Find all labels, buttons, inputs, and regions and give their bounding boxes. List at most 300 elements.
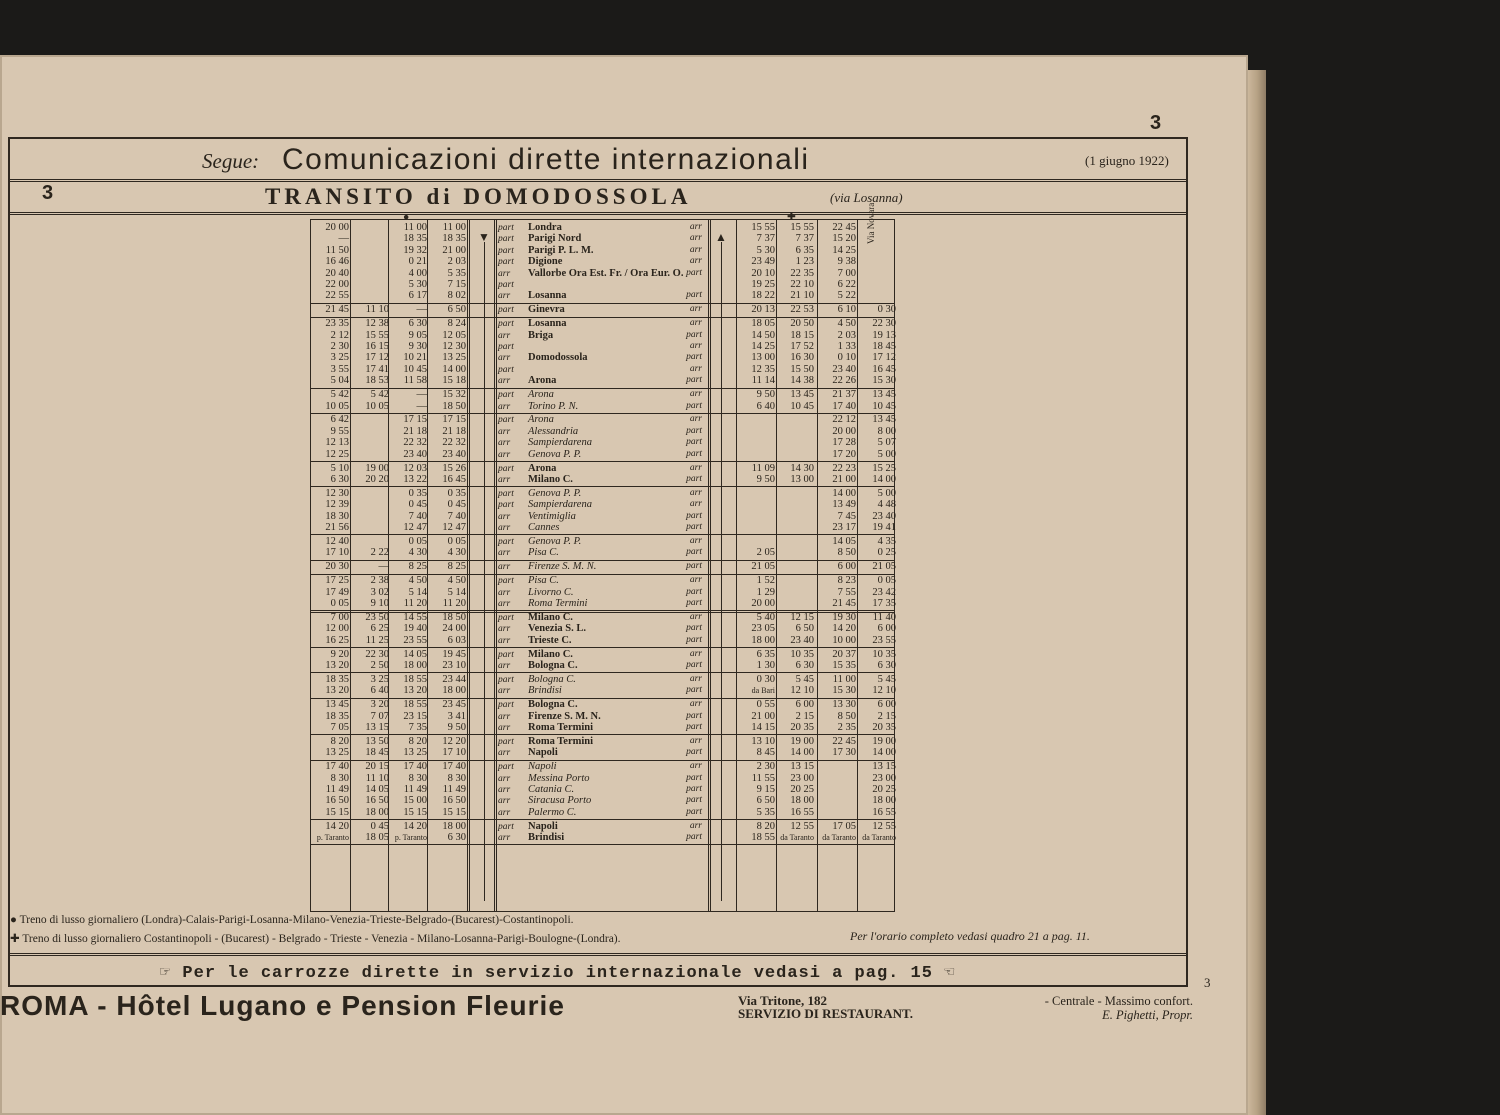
station-row: [498, 747, 708, 759]
time-cell: 16 45: [442, 473, 466, 485]
page-number: 3: [1150, 112, 1162, 134]
time-cell: 23 35: [325, 318, 349, 330]
dir-label: arr: [689, 414, 702, 425]
time-cell: 0 05: [877, 575, 896, 587]
time-cell: 14 05: [365, 783, 389, 795]
time-cell: 15 25: [872, 462, 896, 474]
time-cell: 5 04: [330, 375, 349, 387]
station-name: Pisa C.: [528, 575, 559, 587]
time-cell: 12 47: [442, 522, 466, 533]
time-cell: 20 25: [790, 783, 814, 795]
time-cell: 2 03: [447, 256, 466, 268]
time-cell: 2 15: [795, 710, 814, 722]
time-cell: 6 40: [370, 685, 389, 697]
time-cell: 7 45: [837, 510, 856, 522]
time-cell: 4 30: [447, 547, 466, 559]
legend-text-2: Treno di lusso giornaliero Costantinopoli - (Bucarest) - Belgrado - Trieste - Venezia - Milano-Losanna-Parigi-Boulogne-(Londra).: [22, 933, 621, 945]
time-cell: 9 50: [756, 389, 775, 401]
station-name: Firenze S. M. N.: [528, 710, 601, 722]
time-cell: 5 42: [370, 389, 389, 401]
time-cell: 5 30: [756, 244, 775, 256]
dir-label: part: [498, 234, 514, 245]
station-name: Arona: [528, 375, 557, 387]
time-cell: 4 50: [837, 318, 856, 330]
time-cell: 6 40: [756, 400, 775, 412]
station-name: Siracusa Porto: [528, 795, 592, 807]
time-cell: 0 35: [447, 487, 466, 499]
time-cell: 14 15: [751, 721, 775, 733]
time-cell: 6 00: [837, 561, 856, 573]
time-cell: 5 07: [877, 437, 896, 449]
time-cell: 14 00: [832, 487, 856, 499]
time-cell: 20 50: [790, 318, 814, 330]
time-cell: 5 45: [877, 673, 896, 685]
dir-label: part: [498, 305, 514, 316]
time-cell: 5 35: [756, 806, 775, 818]
station-name: Arona: [528, 414, 554, 426]
time-cell: 18 53: [365, 375, 389, 387]
time-cell: 11 25: [365, 634, 389, 646]
time-cell: 20 35: [790, 721, 814, 733]
time-cell: 13 25: [403, 747, 427, 759]
station-name: Bologna C.: [528, 659, 578, 671]
hotel-ad-name: ROMA - Hôtel Lugano e Pension Fleurie: [0, 990, 565, 1021]
station-name: Firenze S. M. N.: [528, 561, 597, 573]
station-name: Milano C.: [528, 473, 573, 485]
dir-label: arr: [498, 722, 511, 733]
segue-date: (1 giugno 1922): [1085, 153, 1169, 168]
time-cell: 22 30: [872, 318, 896, 330]
time-cell: 21 56: [325, 522, 349, 533]
time-cell: 17 40: [442, 761, 466, 773]
time-cell: 21 05: [872, 561, 896, 573]
time-cell: 5 14: [447, 586, 466, 598]
time-cell: 0 45: [408, 499, 427, 511]
time-cell: 11 58: [403, 375, 427, 387]
lux-dot-icon: ●: [10, 914, 17, 926]
legend-note: Per l'orario completo vedasi quadro 21 a pag. 11.: [850, 929, 1090, 943]
title-rule: [10, 212, 1186, 215]
time-cell: 3 25: [370, 673, 389, 685]
time-cell: 14 38: [790, 375, 814, 387]
time-cell: 18 35: [325, 673, 349, 685]
dir-label: arr: [689, 735, 702, 746]
dir-label: part: [686, 710, 702, 721]
station-row: [498, 598, 708, 610]
time-cell: 9 55: [330, 425, 349, 437]
station-name: Torino P. N.: [528, 400, 579, 412]
station-row: [498, 660, 708, 672]
time-cell: 18 45: [365, 747, 389, 759]
time-cell: 18 00: [442, 820, 466, 832]
time-cell: 6 30: [795, 659, 814, 671]
time-cell: 8 50: [837, 547, 856, 559]
time-cell: 18 22: [751, 290, 775, 302]
time-cell: 12 25: [325, 448, 349, 460]
hotel-ad-address: [738, 994, 913, 1020]
legend-lux-1: [10, 914, 574, 926]
time-cell: 2 15: [877, 710, 896, 722]
legend-lux-2: [10, 931, 621, 945]
time-cell: 6 30: [330, 473, 349, 485]
time-cell: 13 45: [790, 389, 814, 401]
station-row: [498, 304, 708, 316]
time-cell: 0 55: [756, 699, 775, 711]
time-cell: 7 00: [837, 267, 856, 279]
dir-label: arr: [689, 611, 702, 622]
time-cell: 9 30: [408, 341, 427, 352]
time-cell: 2 30: [756, 761, 775, 773]
time-cell: 23 10: [442, 659, 466, 671]
time-cell: 11 00: [832, 673, 856, 685]
time-cell: 18 45: [872, 341, 896, 352]
time-cell: da Taranto: [862, 833, 896, 842]
time-cell: 23 42: [872, 586, 896, 598]
dir-label: part: [686, 473, 702, 484]
column-rule: [467, 220, 470, 911]
dir-label: part: [498, 536, 514, 547]
time-cell: 14 25: [832, 244, 856, 256]
time-cell: 16 15: [365, 341, 389, 352]
time-cell: 13 15: [872, 761, 896, 773]
time-cell: 20 30: [325, 561, 349, 573]
time-cell: 6 35: [795, 244, 814, 256]
time-cell: 18 55: [403, 699, 427, 711]
time-cell: 10 00: [832, 634, 856, 646]
time-cell: 5 14: [408, 586, 427, 598]
time-cell: 20 37: [832, 648, 856, 660]
time-cell: 3 02: [370, 586, 389, 598]
time-cell: 16 30: [790, 352, 814, 364]
time-cell: 2 05: [756, 547, 775, 559]
station-name: Roma Termini: [528, 735, 594, 747]
time-cell: 9 10: [370, 597, 389, 609]
time-cell: 0 30: [877, 304, 896, 316]
dir-label: part: [498, 463, 514, 474]
time-cell: 20 13: [751, 304, 775, 316]
dir-label: arr: [498, 784, 511, 795]
time-cell: 8 20: [756, 820, 775, 832]
time-cell: 1 29: [756, 586, 775, 598]
time-cell: 7 40: [447, 510, 466, 522]
dir-label: arr: [498, 624, 511, 635]
time-cell: 8 23: [837, 575, 856, 587]
time-cell: 13 25: [442, 352, 466, 364]
time-cell: 20 00: [832, 425, 856, 437]
time-cell: 11 10: [365, 772, 389, 784]
station-row: [498, 401, 708, 413]
time-cell: 7 37: [795, 233, 814, 245]
time-cell: 18 35: [325, 710, 349, 722]
time-cell: 13 20: [403, 685, 427, 697]
station-name: Sampierdarena: [528, 499, 592, 511]
station-name: Londra: [528, 222, 562, 233]
time-cell: 10 35: [790, 648, 814, 660]
dir-label: arr: [498, 353, 511, 364]
time-cell: 22 10: [790, 279, 814, 290]
station-name: Digione: [528, 256, 563, 268]
time-cell: 14 00: [872, 473, 896, 485]
time-cell: 22 12: [832, 414, 856, 426]
time-cell: 8 00: [877, 425, 896, 437]
dir-label: part: [686, 721, 702, 732]
time-cell: 15 32: [442, 389, 466, 401]
time-cell: 12 15: [790, 611, 814, 623]
time-cell: 23 40: [403, 448, 427, 460]
time-cell: 0 45: [447, 499, 466, 511]
time-cell: 18 15: [790, 329, 814, 341]
station-name: Napoli: [528, 761, 557, 773]
time-cell: 13 00: [790, 473, 814, 485]
time-cell: 18 00: [442, 685, 466, 697]
time-cell: 6 00: [877, 623, 896, 635]
time-cell: 2 38: [370, 575, 389, 587]
time-cell: —: [378, 561, 389, 573]
time-cell: 15 00: [403, 795, 427, 807]
dir-label: part: [498, 700, 514, 711]
time-cell: 11 10: [365, 304, 389, 316]
time-cell: 5 35: [447, 267, 466, 279]
dir-label: arr: [498, 426, 511, 437]
dir-label: arr: [689, 761, 702, 772]
time-cell: 11 09: [751, 462, 775, 474]
station-name: Napoli: [528, 820, 558, 832]
segue-title: Comunicazioni dirette internazionali: [282, 143, 810, 176]
time-cell: 11 49: [442, 783, 466, 795]
time-cell: 9 20: [330, 648, 349, 660]
time-cell: 17 12: [872, 352, 896, 364]
time-cell: 19 00: [365, 462, 389, 474]
time-cell: 6 30: [408, 318, 427, 330]
time-cell: 14 25: [751, 341, 775, 352]
station-name: Venezia S. L.: [528, 623, 586, 635]
time-cell: 18 35: [442, 233, 466, 245]
time-cell: 17 52: [790, 341, 814, 352]
time-cell: 20 40: [325, 267, 349, 279]
time-cell: 1 52: [756, 575, 775, 587]
station-row: [498, 449, 708, 461]
time-cell: 23 15: [403, 710, 427, 722]
dir-label: part: [686, 561, 702, 572]
time-cell: 12 13: [325, 437, 349, 449]
side-page-number: 3: [1204, 975, 1211, 990]
time-cell: 6 00: [795, 699, 814, 711]
time-cell: 21 05: [751, 561, 775, 573]
time-cell: 12 47: [403, 522, 427, 533]
time-cell: 12 35: [751, 363, 775, 375]
station-name: Trieste C.: [528, 634, 572, 646]
dir-label: part: [498, 649, 514, 660]
time-cell: 18 00: [872, 795, 896, 807]
time-cell: 17 40: [832, 400, 856, 412]
time-cell: 0 05: [330, 597, 349, 609]
dir-label: part: [686, 437, 702, 448]
transit-title: TRANSITO di DOMODOSSOLA: [265, 184, 692, 209]
time-cell: 20 00: [751, 597, 775, 609]
station-name: Pisa C.: [528, 547, 559, 559]
time-cell: 11 20: [442, 597, 466, 609]
time-cell: 10 05: [365, 400, 389, 412]
time-cell: 17 25: [325, 575, 349, 587]
time-cell: 6 10: [837, 304, 856, 316]
time-cell: 16 50: [442, 795, 466, 807]
time-cell: 2 35: [837, 721, 856, 733]
time-cell: 23 40: [872, 510, 896, 522]
time-cell: 18 50: [442, 611, 466, 623]
time-cell: 13 45: [872, 389, 896, 401]
time-cell: 5 45: [795, 673, 814, 685]
time-cell: 8 30: [408, 772, 427, 784]
station-name: Genova P. P.: [528, 487, 582, 499]
station-column-rule: [494, 220, 497, 911]
time-cell: —: [338, 233, 349, 245]
station-name: Milano C.: [528, 648, 573, 660]
time-cell: 5 00: [877, 487, 896, 499]
time-cell: 13 20: [325, 685, 349, 697]
time-cell: 22 30: [365, 648, 389, 660]
block-rule: [311, 844, 894, 845]
time-cell: 9 38: [837, 256, 856, 268]
station-name: Ginevra: [528, 304, 565, 316]
time-cell: 15 55: [751, 222, 775, 233]
column-rule: [857, 220, 858, 911]
dir-label: part: [498, 415, 514, 426]
dir-label: arr: [498, 376, 511, 387]
dir-label: arr: [498, 449, 511, 460]
dir-label: part: [686, 659, 702, 670]
time-cell: 8 25: [447, 561, 466, 573]
time-cell: 2 22: [370, 547, 389, 559]
station-name: Napoli: [528, 747, 558, 759]
time-cell: 4 00: [408, 267, 427, 279]
up-arrow-icon-line: [721, 242, 722, 901]
dir-label: part: [686, 795, 702, 806]
time-cell: 17 12: [365, 352, 389, 364]
station-name: Domodossola: [528, 352, 588, 364]
time-cell: 19 41: [872, 522, 896, 533]
station-name: Arona: [528, 462, 557, 474]
time-cell: 22 32: [442, 437, 466, 449]
time-cell: 8 30: [447, 772, 466, 784]
up-arrow-icon: ▲: [715, 230, 727, 244]
hotel-ad-comfort: - Centrale - Massimo confort.: [1044, 994, 1193, 1008]
dir-label: part: [498, 280, 514, 290]
dir-label: arr: [689, 341, 702, 351]
time-cell: 18 30: [325, 510, 349, 522]
station-row: [498, 474, 708, 486]
time-cell: 2 50: [370, 659, 389, 671]
dir-label: part: [686, 547, 702, 558]
time-cell: 13 10: [751, 735, 775, 747]
dir-label: arr: [498, 511, 511, 522]
time-cell: 24 00: [442, 623, 466, 635]
dir-label: part: [498, 500, 514, 511]
down-arrow-icon: ▼: [478, 230, 490, 244]
time-cell: 23 17: [832, 522, 856, 533]
time-cell: 13 30: [832, 699, 856, 711]
time-cell: 23 49: [751, 256, 775, 268]
time-cell: 20 25: [872, 783, 896, 795]
dir-label: arr: [689, 648, 702, 659]
time-cell: 22 00: [325, 279, 349, 290]
station-name: Livorno C.: [528, 586, 574, 598]
time-cell: 16 45: [872, 363, 896, 375]
time-cell: 17 35: [872, 597, 896, 609]
time-cell: 17 40: [325, 761, 349, 773]
time-cell: p. Taranto: [316, 833, 349, 842]
dir-label: arr: [498, 438, 511, 449]
time-cell: 13 22: [403, 473, 427, 485]
time-cell: 19 45: [442, 648, 466, 660]
page-edge: [1248, 70, 1266, 1115]
dir-label: arr: [498, 796, 511, 807]
station-row: [498, 561, 708, 573]
section-number: 3: [42, 182, 54, 204]
time-cell: 22 35: [790, 267, 814, 279]
time-cell: 11 55: [751, 772, 775, 784]
time-cell: 14 20: [325, 820, 349, 832]
time-cell: 8 20: [330, 735, 349, 747]
time-cell: 23 55: [872, 634, 896, 646]
time-cell: 14 00: [790, 747, 814, 759]
time-cell: 0 35: [408, 487, 427, 499]
station-name: Losanna: [528, 290, 567, 302]
time-cell: 14 20: [832, 623, 856, 635]
station-name: Ventimiglia: [528, 510, 576, 522]
time-cell: 3 25: [330, 352, 349, 364]
time-cell: 11 49: [325, 783, 349, 795]
time-cell: 20 00: [325, 222, 349, 233]
time-cell: 13 49: [832, 499, 856, 511]
time-cell: 17 10: [442, 747, 466, 759]
time-cell: 0 30: [756, 673, 775, 685]
dir-label: part: [498, 674, 514, 685]
time-cell: 21 00: [832, 473, 856, 485]
dir-label: part: [686, 597, 702, 608]
time-cell: 19 30: [832, 611, 856, 623]
dir-label: part: [686, 783, 702, 794]
time-cell: 17 05: [832, 820, 856, 832]
time-cell: 13 25: [325, 747, 349, 759]
time-cell: 12 03: [403, 462, 427, 474]
time-cell: 19 25: [751, 279, 775, 290]
time-cell: 18 35: [403, 233, 427, 245]
time-cell: 8 30: [330, 772, 349, 784]
time-cell: 7 40: [408, 510, 427, 522]
time-cell: 5 00: [877, 448, 896, 460]
station-name: Arona: [528, 389, 554, 401]
time-cell: 11 00: [403, 222, 427, 233]
time-cell: 15 30: [832, 685, 856, 697]
station-row: [498, 685, 708, 697]
dir-label: arr: [689, 699, 702, 710]
dir-label: part: [498, 245, 514, 256]
time-cell: 13 45: [325, 699, 349, 711]
time-cell: 16 50: [365, 795, 389, 807]
time-cell: 18 00: [790, 795, 814, 807]
dir-label: arr: [689, 244, 702, 255]
time-cell: 23 45: [442, 699, 466, 711]
dir-label: part: [686, 510, 702, 521]
time-cell: 23 44: [442, 673, 466, 685]
time-cell: 22 55: [325, 290, 349, 302]
time-cell: 23 50: [365, 611, 389, 623]
time-cell: 16 55: [790, 806, 814, 818]
time-cell: 0 05: [408, 535, 427, 547]
dir-label: arr: [498, 523, 511, 533]
time-cell: 21 10: [790, 290, 814, 302]
dir-label: part: [686, 832, 702, 842]
